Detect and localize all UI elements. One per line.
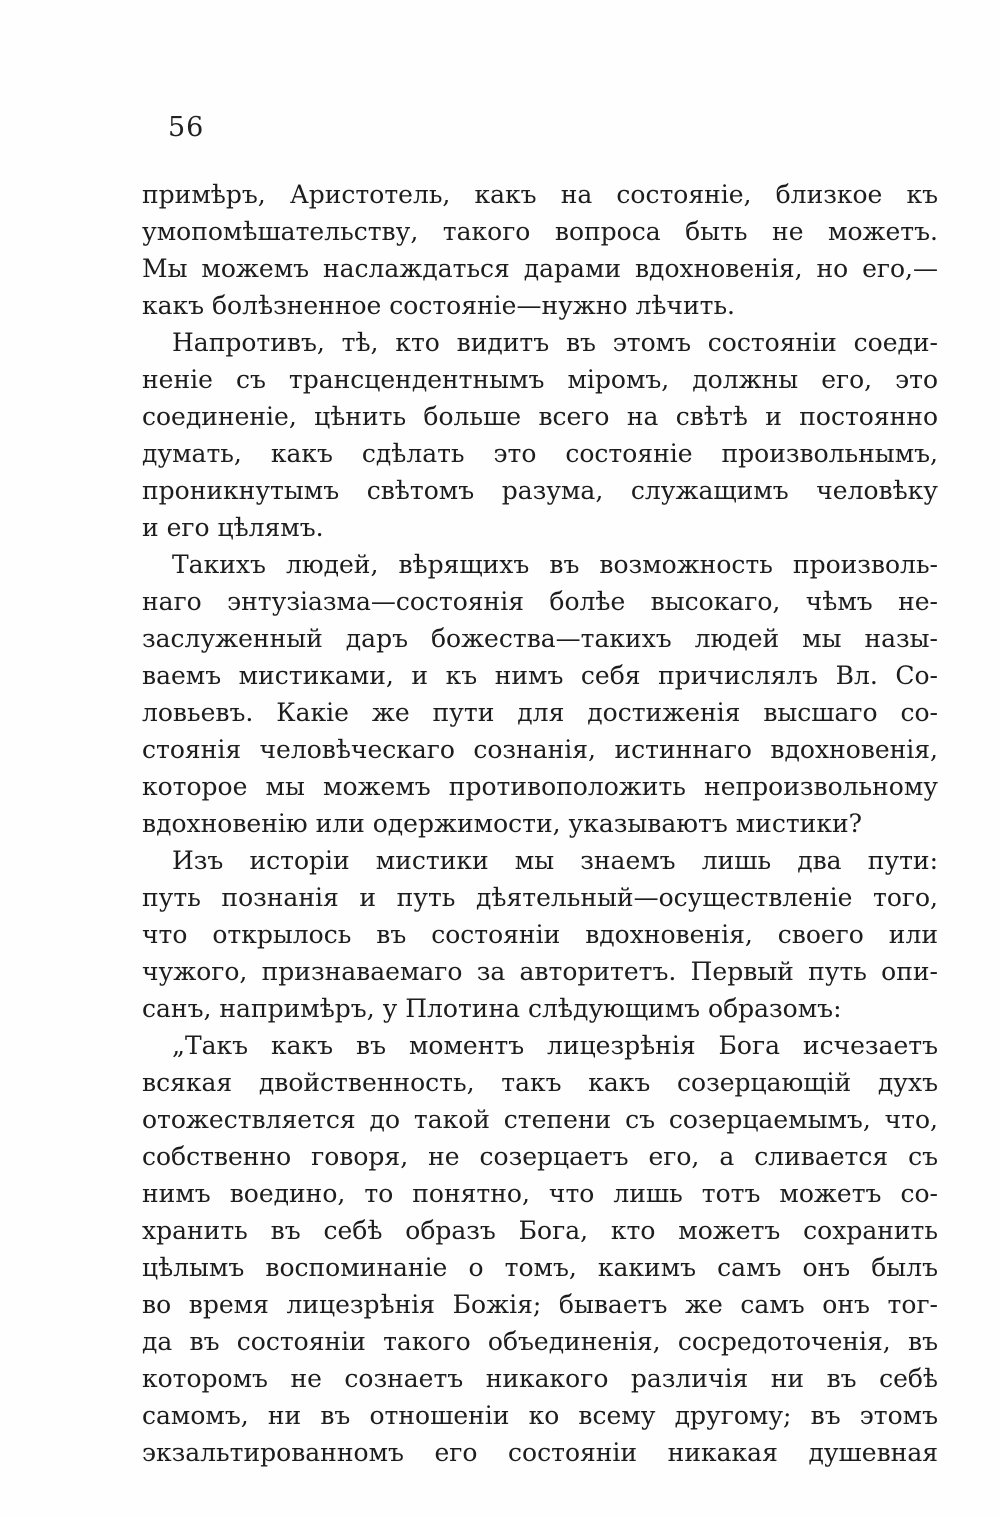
text-line: проникнутымъ свѣтомъ разума, служащимъ человѣку [142,476,938,505]
text-line: собственно говоря, не созерцаетъ его, а сливается съ [142,1142,938,1171]
text-line: экзальтированномъ его состояніи никакая душевная [142,1438,938,1467]
text-line: да въ состояніи такого объединенія, сосредоточенія, въ [142,1327,938,1356]
text-line: стоянія человѣческаго сознанія, истиннаго вдохновенія, [142,735,938,764]
text-line: нимъ воедино, то понятно, что лишь тотъ можетъ со- [142,1179,938,1208]
text-line: самомъ, ни въ отношеніи ко всему другому; въ этомъ [142,1401,938,1430]
paragraph-start-line: Такихъ людей, вѣрящихъ въ возможность произволь- [172,550,938,579]
text-line: ваемъ мистиками, и къ нимъ себя причислялъ Вл. Со- [142,661,938,690]
text-line: неніе съ трансцендентнымъ міромъ, должны его, это [142,365,938,394]
text-line: путь познанія и путь дѣятельный—осуществленіе того, [142,883,938,912]
text-line: умопомѣшательству, такого вопроса быть не можетъ. [142,217,938,246]
text-line: которомъ не сознаетъ никакого различія ни въ себѣ [142,1364,938,1393]
page-number: 56 [168,112,205,143]
text-line: во время лицезрѣнія Божія; бываетъ же самъ онъ тог- [142,1290,938,1319]
text-line: соединеніе, цѣнить больше всего на свѣтѣ и постоянно [142,402,938,431]
text-line: и его цѣлямъ. [142,513,324,542]
text-line: хранить въ себѣ образъ Бога, кто можетъ сохранить [142,1216,938,1245]
text-line: примѣръ, Аристотель, какъ на состояніе, близкое къ [142,180,938,209]
text-line: думать, какъ сдѣлать это состояніе произвольнымъ, [142,439,938,468]
text-line: вдохновенію или одержимости, указываютъ мистики? [142,809,863,838]
paragraph-start-line: Изъ исторіи мистики мы знаемъ лишь два пути: [172,846,938,875]
text-line: ловьевъ. Какіе же пути для достиженія высшаго со- [142,698,938,727]
text-line: отожествляется до такой степени съ созерцаемымъ, что, [142,1105,938,1134]
text-line: заслуженный даръ божества—такихъ людей мы назы- [142,624,938,653]
text-line: чужого, признаваемаго за авторитетъ. Первый путь опи- [142,957,938,986]
text-line: которое мы можемъ противоположить непроизвольному [142,772,938,801]
text-line: цѣлымъ воспоминаніе о томъ, какимъ самъ онъ былъ [142,1253,938,1282]
text-line: наго энтузіазма—состоянія болѣе высокаго, чѣмъ не- [142,587,938,616]
text-line: что открылось въ состояніи вдохновенія, своего или [142,920,938,949]
text-line: Мы можемъ наслаждаться дарами вдохновенія, но его,— [142,254,938,283]
paragraph-start-line: „Такъ какъ въ моментъ лицезрѣнія Бога исчезаетъ [172,1031,938,1060]
text-line: какъ болѣзненное состояніе—нужно лѣчить. [142,291,736,320]
text-line: всякая двойственность, такъ какъ созерцающій духъ [142,1068,938,1097]
paragraph-start-line: Напротивъ, тѣ, кто видитъ въ этомъ состояніи соеди- [172,328,938,357]
text-line: санъ, напримѣръ, у Плотина слѣдующимъ образомъ: [142,994,842,1023]
